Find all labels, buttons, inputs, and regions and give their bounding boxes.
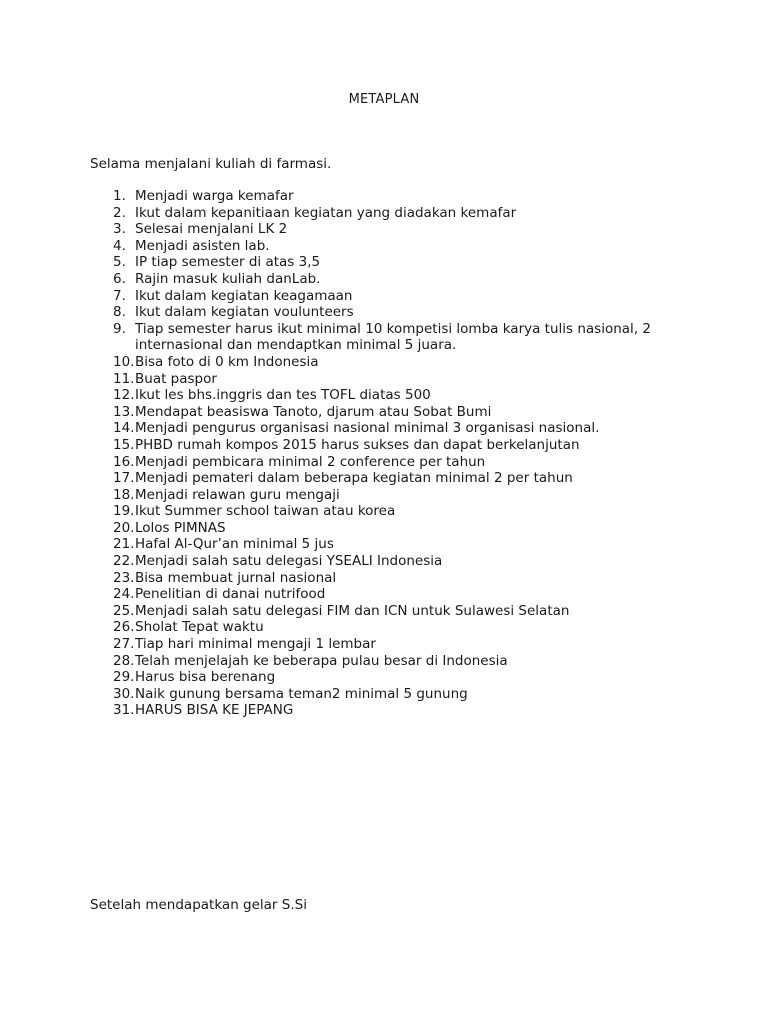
- list-item-text: HARUS BISA KE JEPANG: [135, 702, 294, 719]
- list-item-number: 16.: [113, 453, 135, 470]
- list-item: [0, 371, 768, 388]
- list-item-text: Telah menjelajah ke beberapa pulau besar di Indonesia: [135, 652, 508, 669]
- list-item-text: Buat paspor: [135, 370, 217, 387]
- list-item: [0, 619, 768, 636]
- list-item: [0, 603, 768, 620]
- list-item-text: Rajin masuk kuliah danLab.: [135, 270, 321, 287]
- list-item-number: 5.: [113, 254, 126, 271]
- list-item-text: Menjadi pembicara minimal 2 conference per tahun: [135, 453, 486, 470]
- list-item-number: 2.: [113, 204, 126, 221]
- list-item: [0, 570, 768, 587]
- list-item: [0, 536, 768, 553]
- list-item: [0, 354, 768, 371]
- goal-list: [0, 188, 768, 719]
- list-item-text: Menjadi relawan guru mengaji: [135, 486, 340, 503]
- list-item-number: 24.: [113, 586, 135, 603]
- list-item-text: Naik gunung bersama teman2 minimal 5 gunung: [135, 685, 468, 702]
- list-item-number: 11.: [113, 370, 135, 387]
- intro-paragraph: Selama menjalani kuliah di farmasi.: [90, 156, 332, 172]
- list-item-number: 10.: [113, 353, 135, 370]
- list-item: [0, 487, 768, 504]
- list-item: [0, 702, 768, 719]
- list-item: [0, 653, 768, 670]
- list-item: [0, 686, 768, 703]
- list-item-number: 19.: [113, 503, 135, 520]
- list-item-number: 3.: [113, 221, 126, 238]
- list-item-text: Harus bisa berenang: [135, 669, 276, 686]
- list-item-number: 31.: [113, 702, 135, 719]
- list-item: [0, 387, 768, 404]
- list-item: [0, 304, 768, 321]
- list-item: [0, 288, 768, 305]
- list-item: [0, 420, 768, 437]
- list-item-text: Menjadi salah satu delegasi YSEALI Indonesia: [135, 553, 443, 570]
- list-item: [0, 470, 768, 487]
- footer-paragraph: Setelah mendapatkan gelar S.Si: [90, 897, 307, 913]
- list-item: [0, 205, 768, 222]
- list-item-text: Ikut les bhs.inggris dan tes TOFL diatas 500: [135, 387, 431, 404]
- list-item: [0, 553, 768, 570]
- list-item: [0, 586, 768, 603]
- list-item-text: Bisa membuat jurnal nasional: [135, 569, 337, 586]
- list-item-text: Menjadi pemateri dalam beberapa kegiatan minimal 2 per tahun: [135, 470, 573, 487]
- list-item-number: 18.: [113, 486, 135, 503]
- list-item: [0, 321, 768, 354]
- list-item: [0, 404, 768, 421]
- list-item-number: 29.: [113, 669, 135, 686]
- list-item: [0, 254, 768, 271]
- list-item-text: Tiap semester harus ikut minimal 10 kompetisi lomba karya tulis nasional, 2 internasional dan mendaptkan minimal 5 juara.: [135, 320, 651, 354]
- list-item-text: Penelitian di danai nutrifood: [135, 586, 326, 603]
- list-item-text: IP tiap semester di atas 3,5: [135, 254, 321, 271]
- list-item-text: Menjadi salah satu delegasi FIM dan ICN untuk Sulawesi Selatan: [135, 602, 570, 619]
- list-item: [0, 271, 768, 288]
- list-item-number: 26.: [113, 619, 135, 636]
- list-item-number: 21.: [113, 536, 135, 553]
- list-item-text: PHBD rumah kompos 2015 harus sukses dan dapat berkelanjutan: [135, 436, 580, 453]
- list-item-number: 7.: [113, 287, 126, 304]
- list-item: [0, 669, 768, 686]
- list-item-text: Hafal Al-Qur’an minimal 5 jus: [135, 536, 334, 553]
- list-item-number: 28.: [113, 652, 135, 669]
- list-item-number: 13.: [113, 403, 135, 420]
- list-item: [0, 238, 768, 255]
- list-item-number: 27.: [113, 636, 135, 653]
- list-item-text: Menjadi warga kemafar: [135, 188, 294, 204]
- list-item: [0, 221, 768, 238]
- list-item-number: 23.: [113, 569, 135, 586]
- document-title: METAPLAN: [348, 92, 420, 107]
- list-item-number: 12.: [113, 387, 135, 404]
- list-item-number: 20.: [113, 519, 135, 536]
- list-item: [0, 454, 768, 471]
- list-item-number: 15.: [113, 436, 135, 453]
- list-item-number: 14.: [113, 420, 135, 437]
- list-item-text: Tiap hari minimal mengaji 1 lembar: [135, 636, 376, 653]
- list-item-text: Ikut dalam kepanitiaan kegiatan yang diadakan kemafar: [135, 204, 517, 221]
- list-item-text: Ikut dalam kegiatan keagamaan: [135, 287, 353, 304]
- list-item-number: 30.: [113, 685, 135, 702]
- list-item-number: 9.: [113, 320, 126, 337]
- list-item-number: 25.: [113, 602, 135, 619]
- list-item-number: 4.: [113, 237, 126, 254]
- list-item-text: Lolos PIMNAS: [135, 519, 226, 536]
- list-item-text: Selesai menjalani LK 2: [135, 221, 288, 238]
- list-item-text: Sholat Tepat waktu: [135, 619, 264, 636]
- list-item-number: 22.: [113, 553, 135, 570]
- list-item-text: Menjadi asisten lab.: [135, 237, 270, 254]
- list-item-text: Bisa foto di 0 km Indonesia: [135, 353, 319, 370]
- list-item-text: Mendapat beasiswa Tanoto, djarum atau Sobat Bumi: [135, 403, 492, 420]
- list-item-text: Ikut Summer school taiwan atau korea: [135, 503, 396, 520]
- list-item-number: 1.: [113, 188, 126, 204]
- list-item-number: 17.: [113, 470, 135, 487]
- list-item: [0, 437, 768, 454]
- list-item-number: 6.: [113, 270, 126, 287]
- list-item-text: Ikut dalam kegiatan voulunteers: [135, 304, 354, 321]
- list-item-number: 8.: [113, 304, 126, 321]
- list-item: [0, 188, 768, 205]
- list-item: [0, 520, 768, 537]
- list-item: [0, 636, 768, 653]
- list-item: [0, 503, 768, 520]
- list-item-text: Menjadi pengurus organisasi nasional minimal 3 organisasi nasional.: [135, 420, 600, 437]
